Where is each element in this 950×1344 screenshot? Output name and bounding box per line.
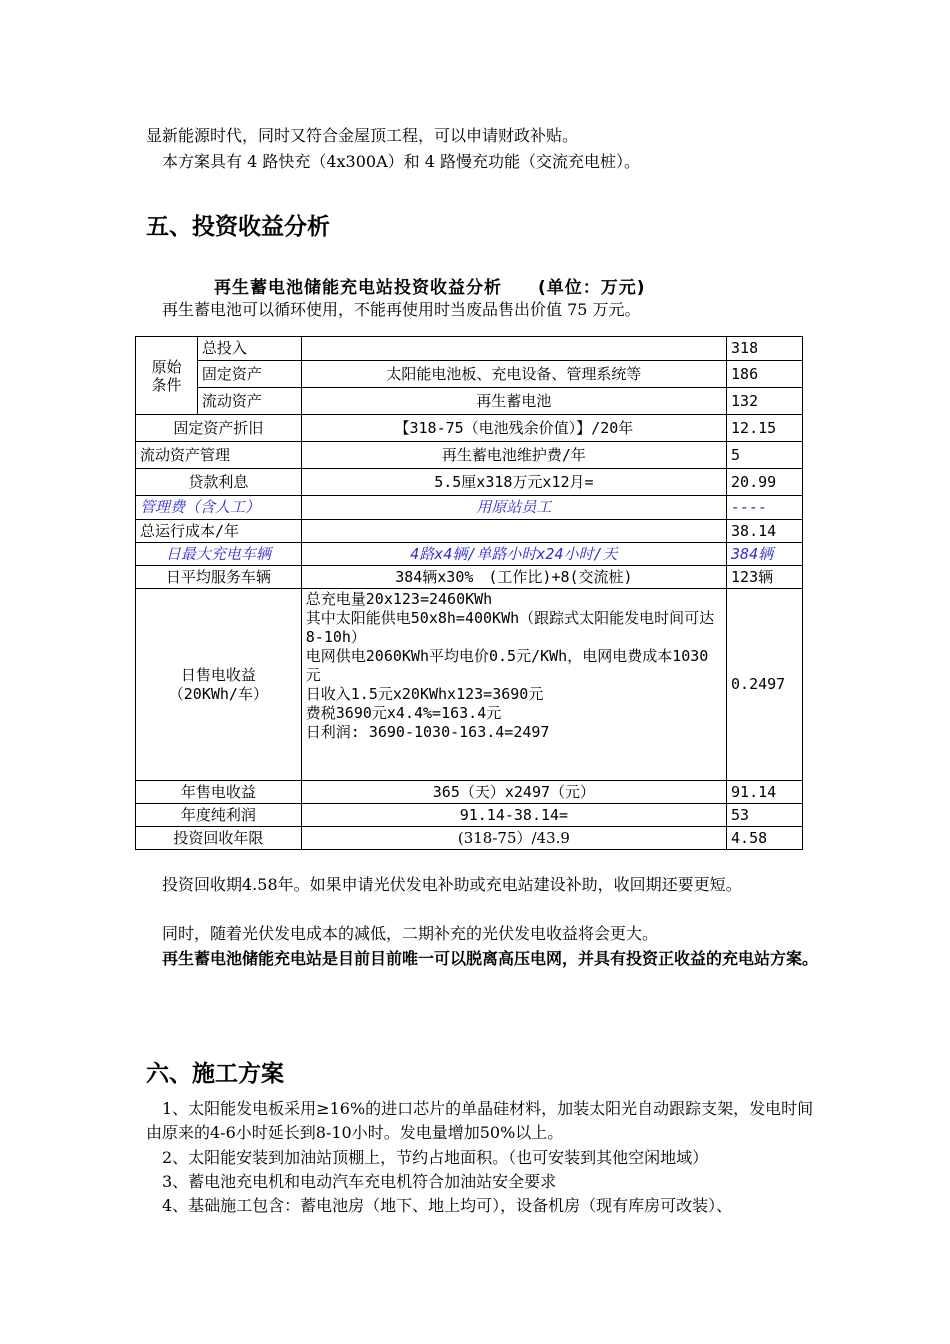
daily-desc-line: 电网供电2060KWh平均电价0.5元/KWh，电网电费成本1030元 xyxy=(305,647,709,684)
table-row xyxy=(136,543,803,566)
desc-cell xyxy=(301,520,726,543)
daily-desc-line: 费税3690元x4.4%=163.4元 xyxy=(305,704,502,722)
payback-paragraph: 投资回收期4.58年。如果申请光伏发电补助或充电站建设补助，收回期还要更短。 xyxy=(162,875,742,894)
value-cell: 20.99 xyxy=(727,469,803,496)
daily-label: 日售电收益 xyxy=(180,665,256,684)
table-row xyxy=(136,469,803,496)
label-cell xyxy=(136,589,302,781)
construction-item-4: 4、基础施工包含：蓄电池房（地下、地上均可），设备机房（现有库房可改装）、 xyxy=(162,1196,733,1215)
desc-cell xyxy=(301,337,726,361)
table-row xyxy=(136,781,803,804)
table-row xyxy=(136,520,803,543)
section-5-heading: 五、投资收益分析 xyxy=(146,214,330,240)
label-cell: 日最大充电车辆 xyxy=(136,543,302,566)
table-row xyxy=(136,827,803,850)
label-cell: 年度纯利润 xyxy=(136,804,302,827)
investment-table xyxy=(135,336,803,850)
desc-cell: 384辆x30% (工作比)+8(交流桩) xyxy=(301,566,726,589)
desc-cell: 再生蓄电池维护费/年 xyxy=(301,442,726,469)
desc-cell xyxy=(301,589,726,781)
desc-cell: 再生蓄电池 xyxy=(301,388,726,415)
construction-item-1: 1、太阳能发电板采用≥16%的进口芯片的单晶硅材料，加装太阳光自动跟踪支架，发电时间由原来的4-6小时延长到8-10小时。发电量增加50%以上。 xyxy=(146,1099,814,1142)
value-cell: ---- xyxy=(727,496,803,520)
value-cell: 38.14 xyxy=(727,520,803,543)
table-row xyxy=(136,442,803,469)
desc-cell: 用原站员工 xyxy=(301,496,726,520)
label-cell: 日平均服务车辆 xyxy=(136,566,302,589)
label-cell: 固定资产折旧 xyxy=(136,415,302,442)
daily-desc-line: 总充电量20x123=2460KWh xyxy=(305,590,493,608)
value-cell: 91.14 xyxy=(727,781,803,804)
daily-desc-line: 日收入1.5元x20KWhx123=3690元 xyxy=(305,685,544,703)
value-cell: 5 xyxy=(727,442,803,469)
desc-cell: (318-75）/43.9 xyxy=(301,827,726,850)
desc-cell: 91.14-38.14= xyxy=(301,804,726,827)
table-row xyxy=(136,496,803,520)
construction-item-3: 3、蓄电池充电机和电动汽车充电机符合加油站安全要求 xyxy=(162,1172,557,1191)
table-note: 再生蓄电池可以循环使用，不能再使用时当废品售出价值 75 万元。 xyxy=(162,300,641,319)
desc-cell: 【318-75（电池残余价值）】/20年 xyxy=(301,415,726,442)
section-6-heading: 六、施工方案 xyxy=(146,1061,284,1087)
table-row xyxy=(136,415,803,442)
label-cell: 流动资产 xyxy=(197,388,301,415)
value-cell: 384辆 xyxy=(727,543,803,566)
value-cell: 53 xyxy=(727,804,803,827)
value-cell: 186 xyxy=(727,361,803,388)
intro-line-1: 显新能源时代，同时又符合金屋顶工程，可以申请财政补贴。 xyxy=(146,126,579,145)
intro-line-2: 本方案具有 4 路快充（4x300A）和 4 路慢充功能（交流充电桩）。 xyxy=(162,152,641,171)
desc-cell: 太阳能电池板、充电设备、管理系统等 xyxy=(301,361,726,388)
table-row xyxy=(136,566,803,589)
value-cell: 132 xyxy=(727,388,803,415)
desc-cell: 365（天）x2497（元） xyxy=(301,781,726,804)
table-row xyxy=(136,589,803,781)
daily-desc-line: 其中太阳能供电50x8h=400KWh（跟踪式太阳能发电时间可达8-10h） xyxy=(305,609,715,646)
conclusion-paragraph: 再生蓄电池储能充电站是目前目前唯一可以脱离高压电网，并具有投资正收益的充电站方案。 xyxy=(162,949,819,968)
label-cell: 投资回收年限 xyxy=(136,827,302,850)
label-cell: 管理费（含人工） xyxy=(136,496,302,520)
table-caption: 再生蓄电池储能充电站投资收益分析 (单位：万元) xyxy=(214,278,646,298)
value-cell: 123辆 xyxy=(727,566,803,589)
table-row xyxy=(136,337,803,361)
value-cell: 318 xyxy=(727,337,803,361)
daily-desc-line: 日利润: 3690-1030-163.4=2497 xyxy=(305,723,550,741)
table-row xyxy=(136,361,803,388)
label-cell: 固定资产 xyxy=(197,361,301,388)
value-cell: 0.2497 xyxy=(727,589,803,781)
construction-item-2: 2、太阳能安装到加油站顶棚上，节约占地面积。（也可安装到其他空闲地域） xyxy=(162,1148,709,1167)
desc-cell: 5.5厘x318万元x12月= xyxy=(301,469,726,496)
cost-paragraph: 同时，随着光伏发电成本的减低，二期补充的光伏发电收益将会更大。 xyxy=(162,924,659,943)
value-cell: 12.15 xyxy=(727,415,803,442)
group-label-cell: 原始 条件 xyxy=(136,337,198,415)
label-cell: 总运行成本/年 xyxy=(136,520,302,543)
table-row xyxy=(136,388,803,415)
label-cell: 总投入 xyxy=(197,337,301,361)
value-cell: 4.58 xyxy=(727,827,803,850)
label-cell: 流动资产管理 xyxy=(136,442,302,469)
label-cell: 年售电收益 xyxy=(136,781,302,804)
label-cell: 贷款利息 xyxy=(136,469,302,496)
daily-label-unit: （20KWh/车） xyxy=(168,684,268,703)
desc-cell: 4路x4辆/单路小时x24小时/天 xyxy=(301,543,726,566)
table-row xyxy=(136,804,803,827)
